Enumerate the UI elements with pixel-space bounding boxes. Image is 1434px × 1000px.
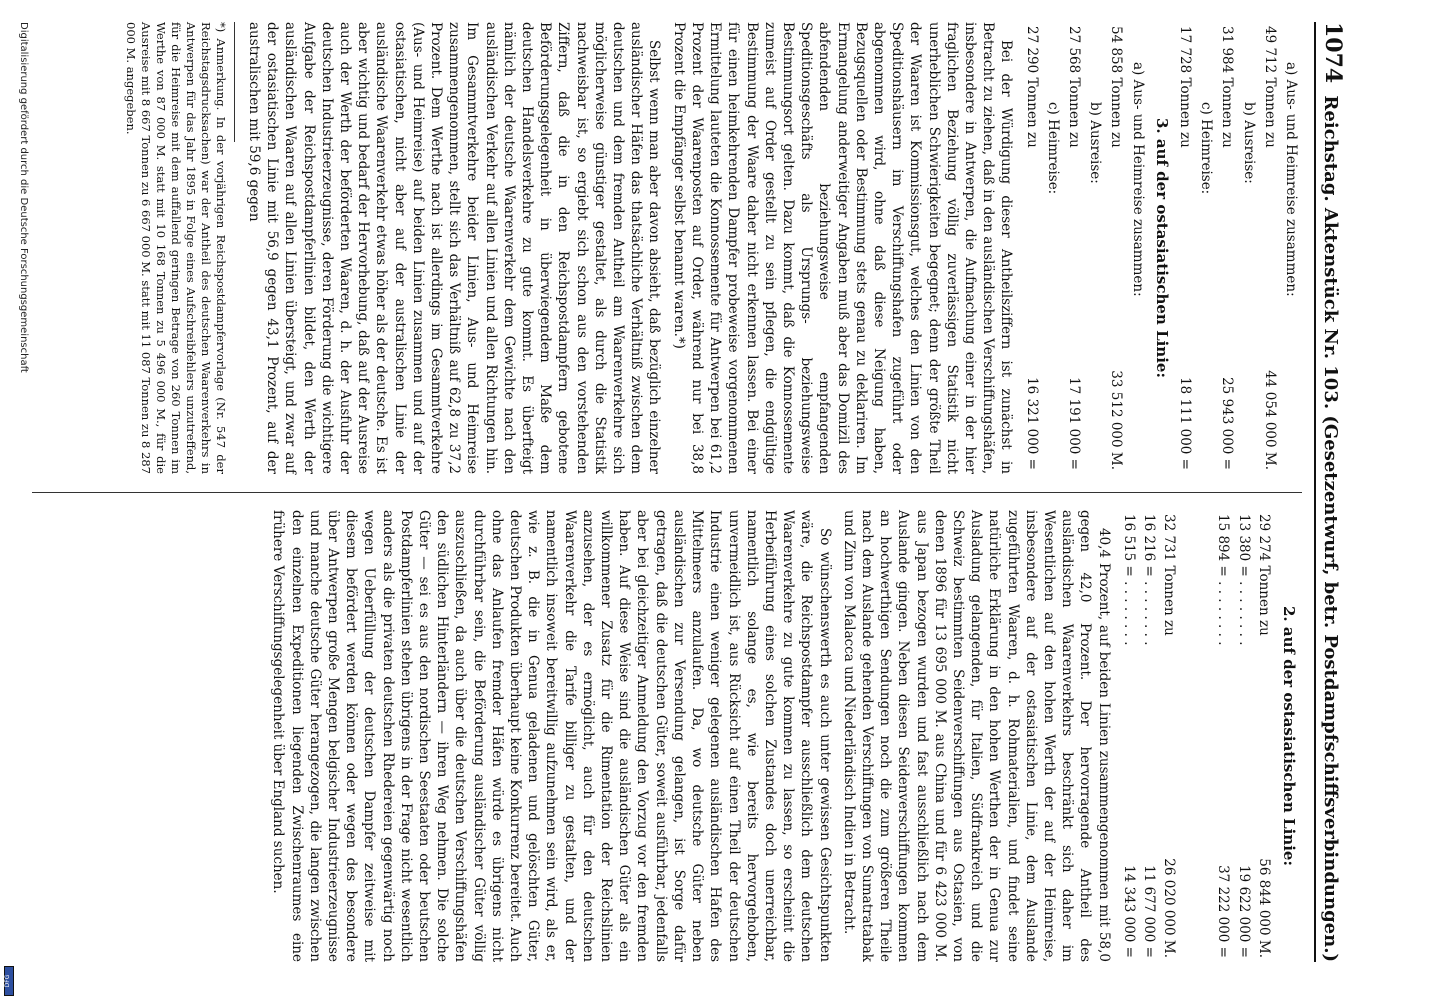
row-label: 27 568 Tonnen zu — [1065, 26, 1082, 148]
block-b-heading: b) Ausreise: — [1240, 102, 1257, 184]
block3c-heading: c) Heimreise: — [1044, 102, 1061, 195]
block3b-table — [1064, 22, 1084, 474]
row-label: 27 290 Tonnen zu — [1023, 26, 1040, 148]
footnote: *) Anmerkung. In der vorjährigen Reichspostdampfervorlage (Nr. 547 der Reichstagsdrucksachen) war der Antheil des deutschen Waarenverkehrs in Antwerpen für das Jahr 1895 in Folge eines Aufschreibfehlers unzutreffend, für die Heimreise mit dem auffallend geringen Betrage von 260 Tonnen im Werthe von 87 000 M. statt mit 10 168 Tonnen zu 5 496 000 M., für die Ausreise mit 8 667 Tonnen zu 6 667 000 M. statt mit 11 087 Tonnen zu 8 287 000 M. angegeben. — [123, 22, 228, 474]
block-c-heading: c) Heimreise: — [1198, 102, 1215, 195]
block3a-table — [1106, 22, 1126, 474]
section-3-heading: 3. auf der ostasiatischen Linie: — [1152, 117, 1171, 378]
body-paragraph: 40,4 Prozent, auf beiden Linien zusammengenommen mit 58,0 gegen 42,0 Prozent. Der hervorragende Antheil des ausländischen Waarenverkehrs beschränkt sich daher im Wesentlichen auf den hohen Werth der auf der Heimreise, insbesondere auf der ostasiatischen Linie, dem Auslande zugeführten Waaren, d. h. Rohmaterialien, und findet seine natürliche Erklärung in den hohen Werthen der in Genua zur Ausladung gelangenden, für Italien, Südfrankreich und die Schweiz bestimmten Seidenverschiffungen aus Ostasien, von denen 1896 für 13 695 000 M. aus China und für 6 423 000 M. aus Japan bezogen wurden und fast ausschließlich nach dem Auslande gingen. Neben diesen Seidenverschiffungen kommen an hochwerthigen Sendungen noch die zum größeren Theile nach dem Auslande gehenden Verschiffungen von Sumatratabak und Zinn von Malacca und Niederländisch Indien in Betracht. — [840, 510, 1112, 962]
table-row — [1260, 22, 1280, 474]
table-row — [1175, 22, 1195, 474]
block3c-table — [1021, 22, 1041, 474]
row-value: 11 677 000 = — [1140, 865, 1157, 958]
footnote-divider — [234, 22, 235, 142]
table-row — [1159, 510, 1179, 962]
body-paragraph: Selbst wenn man aber davon absieht, daß bezüglich einzelner ausländischer Häfen das thatsächliche Verhältniß zwischen dem deutschen und dem fremden Antheil am Waarenverkehre sich möglicherweise günstiger gestaltet, als durch die Statistik nachweisbar ist, so ergiebt sich schon aus den vorstehenden Ziffern, daß die in den Reichspostdampfern gebotene Beförderungsgelegenheit in überwiegendem Maße dem deutschen Handelsverkehre zu gute kommt. Es überfteigt nämlich der deutsche Waarenverkehr dem Gewichte nach den ausländischen Verkehr auf allen Linien und allen Richtungen hin. Im Gesammtverkehre beider Linien, Aus- und Heimreise zusammengenommen, stellt sich das Verhältniß auf 62,8 zu 37,2 Prozent. Dem Werthe nach ist allerdings im Gesammtverkehre (Aus- und Heimreise) auf beiden Linien zusammen und auf der ostasiatischen, nicht aber auf der australischen Linie der ausländische Waarenverkehr etwas höher als der deutsche. Es ist aber wichtig und bedarf der Hervorhebung, daß auf der Ausreise auch der Werth der beförderten Waaren, d. h. der Ausfuhr der deutschen Industrieerzeugnisse, deren Förderung die wichtigere Aufgabe der Reichspostdampferlinien bildet, den Werth der ausländischen Waaren auf allen Linien übersteigt, und zwar auf der ostasiatischen Linie mit 56,9 gegen 43,1 Prozent, auf der australischen mit 59,6 gegen — [246, 22, 663, 474]
row-value: 26 020 000 M. — [1161, 858, 1178, 958]
table-row — [1233, 510, 1253, 962]
table-row — [1119, 510, 1139, 962]
dfg-logo — [4, 966, 14, 996]
dfg-logo-icon — [5, 967, 13, 995]
section-2-heading: 2. auf der ostasiatischen Linie: — [1280, 605, 1298, 866]
block-a-heading: a) Aus- und Heimreise zusammen: — [1283, 62, 1299, 297]
row-label: 54 858 Tonnen zu — [1108, 26, 1125, 148]
page-sheet — [18, 22, 1358, 962]
row-label: 32 731 Tonnen zu — [1161, 514, 1178, 636]
block-a-table — [1260, 22, 1280, 474]
block3b-heading: b) Ausreise: — [1087, 102, 1104, 184]
left-column — [123, 22, 1302, 474]
right-column — [269, 510, 1302, 962]
row-value: 16 321 000 = — [1023, 377, 1040, 470]
digitization-credit: Digitalisierung gefördert durch die Deutsche Forschungsgemeinschaft — [18, 22, 29, 373]
table-row — [1021, 22, 1041, 474]
section-2-table — [1213, 510, 1274, 962]
page-title: Reichstag. Aktenstück Nr. 103. (Gesetzentwurf, betr. Postdampfschiffsverbindungen.) — [1320, 95, 1341, 962]
dfg-logo-text: DFG — [4, 974, 11, 988]
body-paragraph: Bei der Würdigung dieser Antheilsziffern ist zunächst in Betracht zu ziehen, daß in den ausländischen Verschiffungshäfen, insbesondere in Antwerpen, die Aufmachung einer in der hier fraglichen Beziehung völlig zuverlässigen Statistik nicht unerheblichen Schwierigkeiten begegnet; denn der größte Theil der Waaren ist Kommissionsgut, welches den Linien von den Speditionshäusern im Verschiffungshafen zugeführt oder abgenommen wird, ohne daß diese Neigung haben, Bezugsquellen oder Bestimmung stets genau zu deklariren. Im Ermangelung anderweitiger Angaben muß aber das Domizil des abfendenden beziehungsweise empfangenden Speditionsgeschäfts als Ursprungs- beziehungsweise Bestimmungsort gelten. Dazu kommt, daß die Konnossemente zumeist auf Order gestellt zu sein pflegen, die endgültige Bestimmung der Waare daher nicht erkennen lassen. Bei einer für einen heimkehrenden Dampfer probeweise vorgenommenen Ermittelung lauteten die Konnossemente für Antwerpen bei 61,2 Prozent der Waarenposten auf Order, während nur bei 38,8 Prozent die Empfänger selbst benannt waren.*) — [670, 22, 1015, 474]
row-label: 49 712 Tonnen zu — [1261, 26, 1278, 148]
row-value: 19 622 000 = — [1235, 865, 1252, 958]
table-row — [1254, 510, 1274, 962]
table-row — [1106, 22, 1126, 474]
row-value: 33 512 000 M. — [1108, 370, 1125, 470]
table-row — [1064, 22, 1084, 474]
row-value: 37 222 000 = — [1215, 865, 1232, 958]
block-c-table — [1175, 22, 1195, 474]
row-label: 16 216 = . . . . . . . . — [1140, 514, 1157, 646]
row-label: 16 515 = . . . . . . . . — [1120, 514, 1137, 646]
row-label: 15 894 = . . . . . . . . — [1215, 514, 1232, 646]
row-value: 25 943 000 = — [1219, 377, 1236, 470]
section-3-table — [1119, 510, 1180, 962]
body-paragraph: So wünschenswerth es auch unter gewissen Gesichtspunkten wäre, die Reichspostdampfer ausschließlich dem deutschen Waarenverkehre zu gute kommen zu lassen, so erscheint die Herbeiführung eines solchen Zustandes doch unerreichbar, namentlich solange es, wie bereits hervorgehoben, unvermeidlich ist, aus Rücksicht auf einen Theil der deutschen Industrie einen weniger gelegenen ausländischen Hafen des Mittelmeers anzulaufen. Da, wo deutsche Güter neben ausländischen zur Versendung gelangen, ist Sorge dafür getragen, daß die deutschen Güter, soweit ausführbar, jedenfalls aber bei gleichzeitiger Anmeldung den Vorzug vor den fremden haben. Auf diese Weise sind die ausländischen Güter als ein willkommener Zusatz für die Rimentation der Reichslinien anzusehen, der es ermöglicht, auch für den deutschen Waarenverkehr die Tarife billiger zu gestalten, und der namentlich insoweit bereitwillig aufzunehmen sein wird, als er, wie z. B. die in Genua geladenen und gelöschten Güter, deutschen Produkten überhaupt keine Konkurrenz bereitet. Auch ohne das Anlaufen fremder Häfen würde es übrigens nicht durchführbar sein, die Beförderung ausländischer Güter völlig auszuschließen, da auch über die deutschen Verschiffungshäfen den südlichen Hinterländern — ihren Weg nehmen. Die solche Güter — sei es aus den nordischen Seestaaten oder beutschen Postdampferlinien stehen übrigens in der Frage nicht wesentlich anders als die privaten deutschen Rhedereien gegenwärtig noch wegen Ueberfüllung der deutschen Dampfer zeitweise mit diesem befördert werden können oder wegen des besondere über Antwerpen große Mengen belgischer Industrieerzeugnisse und manche deutsche Güter herangezogen, die langen zwischen den einzelnen Expeditionen liegenden Zwischenraumes eine frühere Verschiffungsgelegenheit über England suchen. — [270, 510, 833, 962]
column-divider — [32, 492, 1302, 493]
row-value: 18 111 000 = — [1176, 377, 1193, 470]
page-header — [1314, 22, 1358, 962]
block3a-heading: a) Aus- und Heimreise zusammen: — [1129, 62, 1146, 297]
page-number: 1074 — [1320, 22, 1346, 84]
table-row — [1217, 22, 1237, 474]
row-label: 31 984 Tonnen zu — [1219, 26, 1236, 148]
row-value: 14 343 000 = — [1120, 865, 1137, 958]
row-value: 44 054 000 M. — [1261, 370, 1278, 470]
row-label: 13 380 = . . . . . . . . — [1235, 514, 1252, 646]
row-value: 17 191 000 = — [1065, 377, 1082, 470]
row-value: 56 844 000 M. — [1255, 858, 1272, 958]
row-label: 17 728 Tonnen zu — [1176, 26, 1193, 148]
table-row — [1213, 510, 1233, 962]
block-b-table — [1217, 22, 1237, 474]
row-label: 29 274 Tonnen zu — [1255, 514, 1272, 636]
table-row — [1139, 510, 1159, 962]
